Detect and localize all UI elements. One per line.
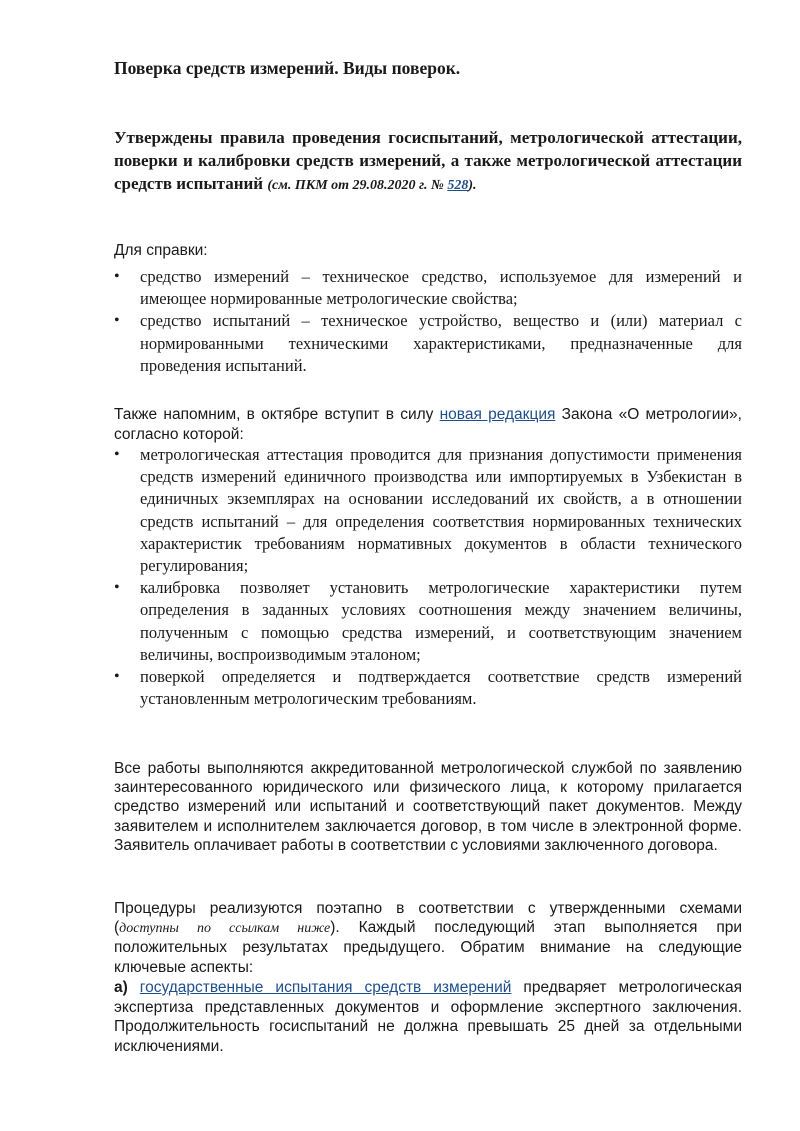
list-item: • поверкой определяется и подтверждается соответствие средств измерений установленным метрологическим требованиям.: [114, 667, 742, 709]
definitions-list: [114, 266, 742, 377]
document-title: Поверка средств измерений. Виды поверок.: [114, 58, 461, 78]
bullet-icon: •: [114, 579, 120, 597]
procedures-note: доступны по ссылкам ниже: [119, 921, 331, 937]
note-label: Для справки:: [114, 242, 208, 259]
list-item: • средство испытаний – техническое устройство, вещество и (или) материал с нормированными техническими характеристиками, предназначенные для проведения испытаний.: [114, 311, 742, 375]
new-edition-link[interactable]: новая редакция: [439, 406, 556, 423]
works-paragraph: Все работы выполняются аккредитованной метрологической службой по заявлению заинтересованного юридического или физического лица, к которому прилагается средство измерений или испытаний и соответствующий пакет документов. Между заявителем и исполнителем заключается договор, в том числе в электронной форме. Заявитель оплачивает работы в соответствии с условиями заключенного договора.: [114, 760, 742, 854]
list-item: • метрологическая аттестация проводится для признания допустимости применения средств измерений единичного производства или импортируемых в Узбекистан в единичных экземплярах на основании исследований их свойств, а в отношении средств испытаний – для определения соответствия нормированных технических характеристик требованиям нормативных документов в области технического регулирования;: [114, 445, 742, 576]
bullet-icon: •: [114, 668, 120, 686]
intro-paragraph: [114, 126, 742, 197]
state-tests-link[interactable]: государственные испытания средств измерений: [139, 979, 512, 996]
resolution-528-link[interactable]: 528: [447, 178, 469, 193]
resolution-reference: (см. ПКМ от 29.08.2020 г. № 528).: [267, 178, 477, 193]
list-item: • калибровка позволяет установить метрологические характеристики путем определения в заданных условиях соотношения между значением величины, полученным с помощью средства измерений, и соответствующим значением величины, воспроизводимым эталоном;: [114, 578, 742, 664]
list-item: • средство измерений – техническое средство, используемое для измерений и имеющее нормированные метрологические свойства;: [114, 267, 742, 309]
procedures-paragraph: Процедуры реализуются поэтапно в соответствии с утвержденными схемами (доступны по ссылкам ниже). Каждый последующий этап выполняется при положительных результатах предыдущего. Обратим внимание на следующие ключевые аспекты:: [114, 900, 743, 976]
bullet-icon: •: [114, 268, 120, 285]
law-points-list: [114, 444, 742, 710]
step-letter: а): [114, 979, 128, 996]
bullet-icon: •: [114, 446, 120, 463]
step-a-paragraph: а) государственные испытания средств измерений предваряет метрологическая экспертиза представленных документов и оформление экспертного заключения. Продолжительность госиспытаний не должна превышать 25 дней за отдельными исключениями.: [114, 979, 742, 1055]
bullet-icon: •: [114, 312, 120, 330]
intro-text: Утверждены правила проведения госиспытаний, метрологической аттестации, поверки и калибровки средств измерений, а также метрологической аттестации средств испытаний: [114, 128, 742, 193]
law-intro-paragraph: Также напомним, в октябре вступит в силу новая редакция Закона «О метрологии», согласно которой:: [114, 406, 742, 443]
